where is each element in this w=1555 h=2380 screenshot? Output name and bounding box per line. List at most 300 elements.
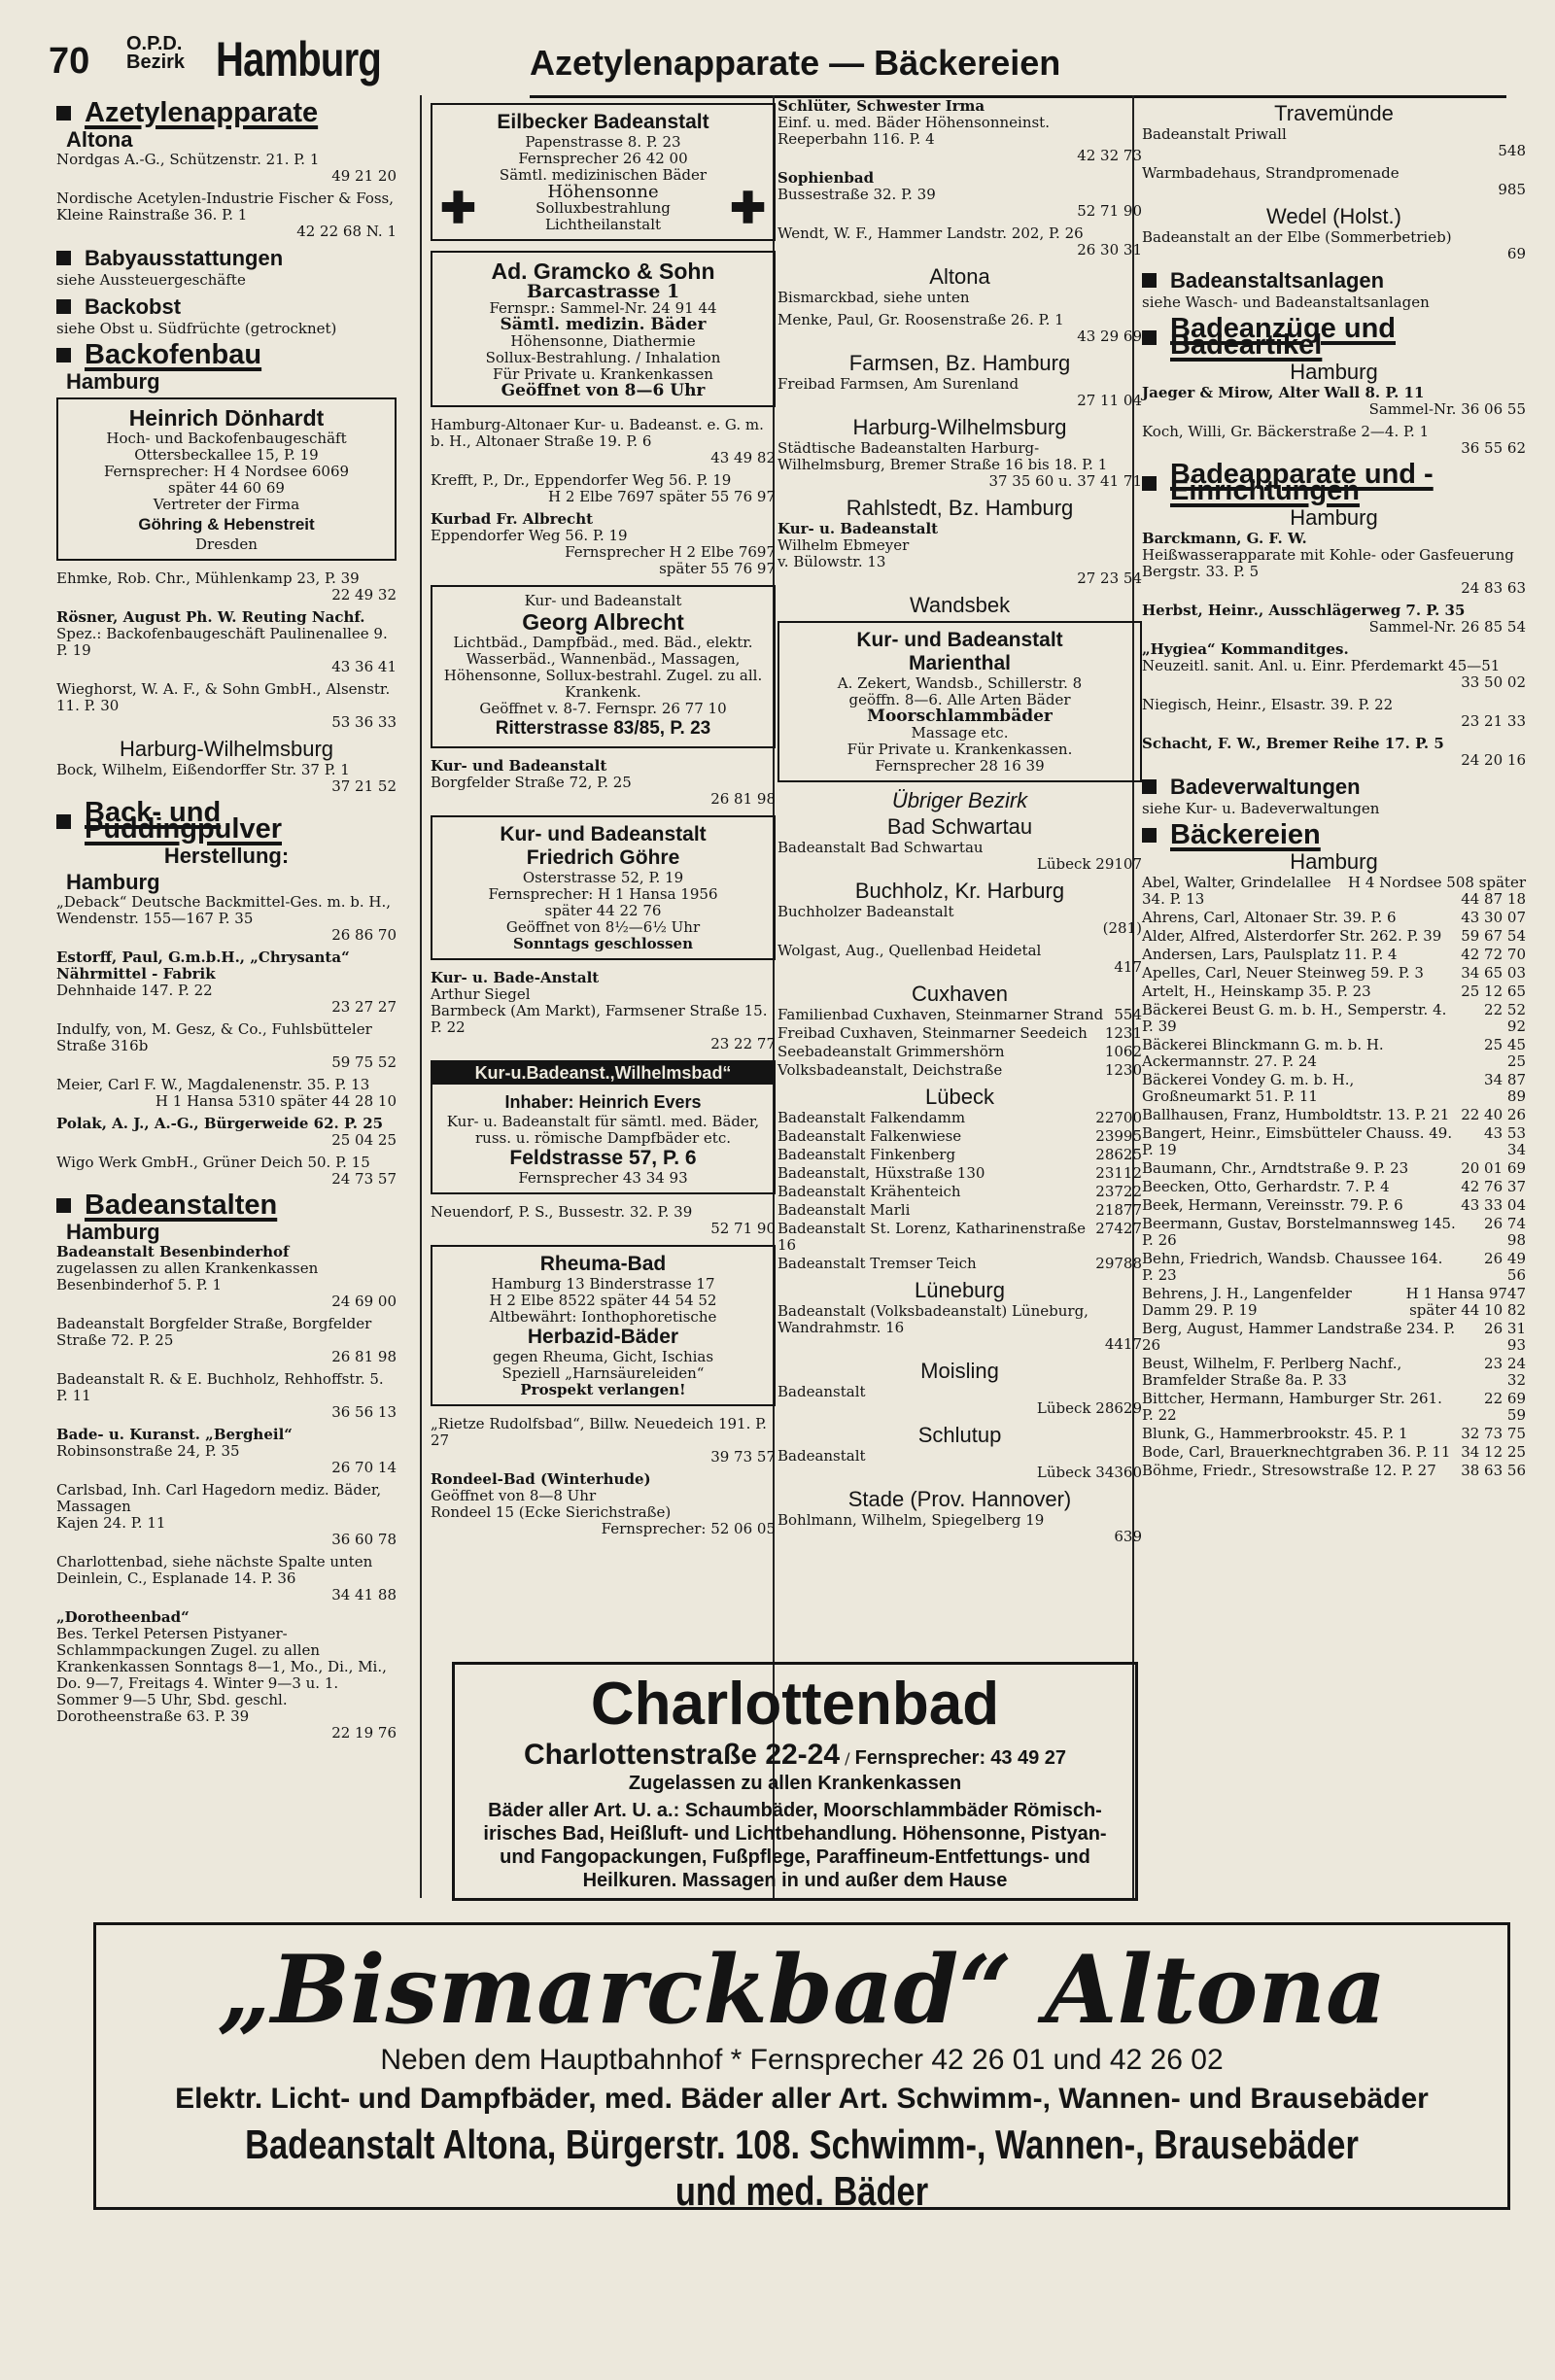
section-title: Bäckereien	[1170, 819, 1321, 850]
list-item	[1142, 424, 1526, 457]
entry-text: Bangert, Heinr., Eimsbütteler Chauss. 49. P. 19	[1142, 1124, 1453, 1158]
advert-line: Fernspr.: Sammel-Nr. 24 91 44	[489, 299, 717, 317]
advert-line: später 44 60 69	[168, 479, 285, 497]
section-heading	[56, 797, 397, 845]
entry-text: Reeperbahn 116. P. 4	[778, 130, 935, 148]
entry-phone: 52 71 90	[710, 1220, 776, 1237]
entry-phone: 28625	[1095, 1146, 1142, 1163]
entry-name: Rösner, August Ph. W. Reuting Nachf.	[56, 608, 365, 626]
entry-text: Abel, Walter, Grindelallee 34. P. 13	[1142, 874, 1331, 908]
section-title: Badeanstaltsanlagen	[1170, 268, 1385, 293]
list-item	[778, 1128, 1142, 1145]
entry-phone: 4417	[1104, 1335, 1142, 1353]
list-item	[778, 1256, 1142, 1272]
entry-text: Wilhelm Ebmeyer	[778, 536, 910, 554]
entry-phone: 26 49 56	[1484, 1250, 1526, 1284]
list-item	[1142, 165, 1526, 198]
subheading: Buchholz, Kr. Harburg	[854, 879, 1065, 903]
entry-phone: 29788	[1095, 1255, 1142, 1272]
advert-line: Hamburg 13 Binderstrasse 17	[491, 1275, 715, 1293]
list-item	[778, 1512, 1142, 1545]
advert-title: Inhaber: Heinrich Evers	[504, 1092, 702, 1112]
advert-line: Fernsprecher: H 1 Hansa 1956	[488, 885, 718, 903]
entry-text: Badeanstalt Priwall	[1142, 125, 1287, 143]
entry-phone: 43 36 41	[331, 658, 397, 675]
section-heading	[56, 339, 397, 370]
entry-phone: 1062	[1104, 1043, 1142, 1060]
advert-line: Speziell „Harnsäureleiden“	[501, 1364, 705, 1382]
list-item	[56, 949, 397, 1016]
entry-phone: 22 19 76	[331, 1724, 397, 1742]
entry-phone: 22 69 59	[1484, 1390, 1526, 1424]
advert-lines	[536, 184, 671, 233]
advert-title: Friedrich Göhre	[526, 846, 680, 869]
advert-line: Geöffnet von 8½—6½ Uhr	[505, 918, 701, 936]
advert-line: Sollux-Bestrahlung. / Inhalation	[485, 349, 721, 366]
entry-text: Badeanstalt Falkenwiese	[778, 1127, 962, 1145]
entry-text: Badeanstalt an der Elbe (Sommerbetrieb)	[1142, 228, 1452, 246]
list-item	[1142, 641, 1526, 691]
list-item	[1142, 385, 1526, 418]
entry-text: Neuendorf, P. S., Bussestr. 32. P. 39	[431, 1203, 693, 1221]
entry-text: Carlsbad, Inh. Carl Hagedorn mediz. Bäder, Massagen	[56, 1481, 382, 1515]
section-heading	[1142, 268, 1526, 293]
list-item	[56, 1021, 397, 1071]
list-item	[778, 521, 1142, 587]
entry-phone: 43 29 69	[1077, 328, 1142, 345]
entry-phone: 43 30 07	[1461, 909, 1526, 926]
advert-line: Für Private u. Krankenkassen	[493, 365, 713, 383]
entry-phone: 26 30 31	[1077, 241, 1142, 259]
entry-text: Wigo Werk GmbH., Grüner Deich 50. P. 15	[56, 1154, 370, 1171]
entry-text: Bohlmann, Wilhelm, Spiegelberg 19	[778, 1511, 1045, 1529]
column-1	[56, 95, 397, 1747]
advert-title: Ad. Gramcko & Sohn	[491, 259, 715, 284]
entry-text: Alder, Alfred, Alsterdorfer Str. 262. P. 39	[1142, 927, 1442, 945]
entry-phone: 22 52 92	[1484, 1001, 1526, 1035]
subheading: Farmsen, Bz. Hamburg	[848, 351, 1071, 375]
subheading: Cuxhaven	[911, 982, 1009, 1006]
list-item	[56, 1155, 397, 1188]
entry-phone: 34 41 88	[331, 1586, 397, 1604]
list-item	[56, 894, 397, 944]
bullet-square-icon	[1142, 828, 1157, 843]
advert-title: Marienthal	[908, 652, 1012, 674]
entry-text: Blunk, G., Hammerbrookstr. 45. P. 1	[1142, 1425, 1408, 1442]
list-item	[778, 312, 1142, 345]
charlottenbad-advert	[452, 1662, 1138, 1901]
list-item	[778, 1384, 1142, 1417]
advert-line: Barcastrasse 1	[526, 281, 680, 302]
entry-phone: 53 36 33	[331, 713, 397, 731]
entry-text: Städtische Badeanstalten Harburg-Wilhelmsburg, Bremer Straße 16 bis 18. P. 1	[778, 439, 1108, 473]
subheading: Hamburg	[66, 1220, 160, 1244]
list-item	[1142, 928, 1526, 945]
entry-phone: 43 53 34	[1484, 1124, 1526, 1158]
entry-phone: Fernsprecher H 2 Elbe 7697	[565, 543, 776, 561]
entry-text: Bergstr. 33. P. 5	[1142, 563, 1260, 580]
entry-text: Heißwasserapparate mit Kohle- oder Gasfeuerung	[1142, 546, 1514, 564]
entry-phone: H 1 Hansa 5310 später 44 28 10	[155, 1092, 397, 1110]
advert-line: Höhensonne	[547, 182, 659, 202]
entry-phone: 49 21 20	[331, 167, 397, 185]
entry-text: Wolgast, Aug., Quellenbad Heidetal	[778, 942, 1042, 959]
list-item	[1142, 1216, 1526, 1249]
entry-phone: 59 67 54	[1461, 927, 1526, 945]
entry-phone: 25 12 65	[1461, 983, 1526, 1000]
entry-name: Schacht, F. W., Bremer Reihe 17. P. 5	[1142, 735, 1444, 752]
entry-text: Böhme, Friedr., Stresowstraße 12. P. 27	[1142, 1462, 1436, 1479]
advert-line: Badeanstalt Altona, Bürgerstr. 108. Schwimm-, Wannen-, Brausebäder und med. Bäder	[245, 2121, 1359, 2214]
subheading: Lübeck	[925, 1085, 994, 1109]
advert-box	[431, 103, 776, 241]
entry-text: Volksbadeanstalt, Deichstraße	[778, 1061, 1003, 1079]
entry-text: Borgfelder Straße 72, P. 25	[431, 774, 632, 791]
entry-phone: 22 49 32	[331, 586, 397, 604]
entry-text: Koch, Willi, Gr. Bäckerstraße 2—4. P. 1	[1142, 423, 1430, 440]
list-item	[1142, 1160, 1526, 1177]
list-item	[778, 376, 1142, 409]
advert-banner: Kur-u.Badeanst.,Wilhelmsbad“	[432, 1062, 774, 1085]
list-item	[431, 1204, 776, 1237]
entry-phone: 417	[1114, 958, 1142, 976]
list-item	[778, 225, 1142, 259]
advert-line: H 2 Elbe 8522 später 44 54 52	[489, 1292, 717, 1309]
entry-text: Beermann, Gustav, Borstelmannsweg 145. P. 26	[1142, 1215, 1456, 1249]
advert-line: Feldstrasse 57, P. 6	[509, 1147, 697, 1169]
entry-phone: 20 01 69	[1461, 1159, 1526, 1177]
entry-text: Bismarckbad, siehe unten	[778, 289, 970, 306]
entry-text: Bäckerei Beust G. m. b. H., Semperstr. 4. P. 39	[1142, 1001, 1447, 1035]
list-item	[431, 1416, 776, 1466]
bullet-square-icon	[56, 348, 71, 362]
section-title: Back- und Puddingpulver	[85, 797, 282, 845]
entry-text: Deinlein, C., Esplanade 14. P. 36	[56, 1569, 296, 1587]
list-item	[431, 970, 776, 1052]
entry-phone: 22 40 26	[1461, 1106, 1526, 1123]
advert-line: Fernsprecher: H 4 Nordsee 6069	[103, 463, 350, 480]
list-item	[778, 1025, 1142, 1042]
entry-text: Seebadeanstalt Grimmershörn	[778, 1043, 1005, 1060]
entry-phone: 27427	[1095, 1220, 1142, 1237]
advert-line: Fernsprecher 28 16 39	[875, 757, 1045, 775]
entry-text: Beek, Hermann, Vereinsstr. 79. P. 6	[1142, 1196, 1403, 1214]
section-heading	[1142, 775, 1526, 799]
baeckereien-list	[1142, 875, 1526, 1479]
entry-text: Charlottenbad, siehe nächste Spalte unten	[56, 1553, 373, 1570]
column-2	[431, 95, 776, 1543]
entry-text: siehe Aussteuergeschäfte	[56, 271, 246, 289]
list-item	[1142, 1426, 1526, 1442]
entry-phone: 43 33 04	[1461, 1196, 1526, 1214]
list-item	[778, 1110, 1142, 1126]
advert-box	[431, 251, 776, 407]
entry-text: Beecken, Otto, Gerhardstr. 7. P. 4	[1142, 1178, 1390, 1195]
list-item	[778, 440, 1142, 490]
advert-box	[431, 585, 776, 748]
opd-bezirk	[126, 35, 185, 72]
advert-address-row: Charlottenstraße 22-24 / Fernsprecher: 43 49 27	[523, 1739, 1067, 1771]
bullet-square-icon	[1142, 476, 1157, 491]
cuxhaven-list	[778, 1007, 1142, 1079]
subheading: Moisling	[920, 1359, 999, 1383]
list-item	[1142, 1251, 1526, 1284]
section-title: Babyausstattungen	[85, 246, 284, 270]
entry-name: „Dorotheenbad“	[56, 1608, 190, 1626]
entry-text: Andersen, Lars, Paulsplatz 11. P. 4	[1142, 946, 1398, 963]
entry-phone: 1230	[1104, 1061, 1142, 1079]
entry-text: Meier, Carl F. W., Magdalenenstr. 35. P. 13	[56, 1076, 370, 1093]
advert-line: Lichtbäd., Dampfbäd., med. Bäd., elektr. Wasserbäd., Wannenbäd., Massagen, Höhensonne, Sollux-bestrahl. Zugel. zu all. Krankenk.	[443, 634, 763, 701]
section-heading	[56, 294, 397, 319]
section-title: Backofenbau	[85, 339, 262, 370]
list-item	[56, 152, 397, 185]
section-title: Badeanzüge und Badeartikel	[1170, 313, 1397, 361]
list-item	[1142, 697, 1526, 730]
advert-line: Sämtl. medizin. Bäder	[500, 315, 707, 334]
entry-text: siehe Obst u. Südfrüchte (getrocknet)	[56, 320, 337, 337]
bullet-square-icon	[1142, 779, 1157, 794]
entry-phone: 36 60 78	[331, 1531, 397, 1548]
advert-line: Bäder aller Art. U. a.: Schaumbäder, Moorschlammbäder Römisch-irisches Bad, Heißluft- und Lichtbehandlung. Höhensonne, Pistyan- und Fangopackungen, Fußpflege, Paraffineum-Entfettungs- und Heilkuren. Massagen in und außer dem Hause	[483, 1800, 1107, 1891]
section-title: Badeapparate und -Einrichtungen	[1170, 459, 1434, 506]
list-item	[56, 762, 397, 795]
entry-phone: 24 73 57	[331, 1170, 397, 1188]
column-3	[778, 95, 1142, 1551]
entry-phone: Sammel-Nr. 36 06 55	[1368, 400, 1526, 418]
entry-phone: Lübeck 28629	[1036, 1399, 1142, 1417]
entry-text: Menke, Paul, Gr. Roosenstraße 26. P. 1	[778, 311, 1064, 328]
entry-phone: 37 21 52	[331, 777, 397, 795]
entry-text: Niegisch, Heinr., Elsastr. 39. P. 22	[1142, 696, 1394, 713]
advert-line: Dresden	[195, 535, 258, 553]
entry-text: Einf. u. med. Bäder Höhensonneinst.	[778, 114, 1050, 131]
entry-text: Eppendorfer Weg 56. P. 19	[431, 527, 628, 544]
section-heading	[56, 246, 397, 270]
page-title: Azetylenapparate — Bäckereien	[530, 43, 1061, 83]
entry-phone: 1231	[1104, 1024, 1142, 1042]
entry-phone: 34 12 25	[1461, 1443, 1526, 1461]
entry-phone: 27 23 54	[1077, 569, 1142, 587]
list-item	[56, 1077, 397, 1110]
entry-phone: 42 32 73	[1077, 147, 1142, 164]
city-title: Hamburg	[216, 32, 381, 86]
list-item	[1142, 910, 1526, 926]
advert-box	[56, 397, 397, 561]
list-item	[778, 1062, 1142, 1079]
entry-text: Hamburg-Altonaer Kur- u. Badeanst. e. G. m. b. H., Altonaer Straße 19. P. 6	[431, 416, 764, 450]
subheading: Harburg-Wilhelmsburg	[119, 737, 334, 761]
entry-text: Beust, Wilhelm, F. Perlberg Nachf., Bramfelder Straße 8a. P. 33	[1142, 1355, 1402, 1389]
list-item	[1142, 875, 1526, 908]
entry-text: Bäckerei Blinckmann G. m. b. H. Ackermannstr. 27. P. 24	[1142, 1036, 1384, 1070]
advert-line: Lichtheilanstalt	[544, 216, 662, 233]
entry-phone: 26 81 98	[331, 1348, 397, 1365]
section-title: Badeanstalten	[85, 1190, 278, 1221]
advert-line: Ritterstrasse 83/85, P. 23	[495, 718, 711, 739]
section-title: Backobst	[85, 294, 182, 319]
entry-text: Buchholzer Badeanstalt	[778, 903, 954, 920]
advert-line: Sonntags geschlossen	[512, 935, 693, 952]
entry-text: Bäckerei Vondey G. m. b. H., Großneumarkt 51. P. 11	[1142, 1071, 1355, 1105]
entry-name: Jaeger & Mirow, Alter Wall 8. P. 11	[1142, 384, 1425, 401]
entry-text: Badeanstalt Falkendamm	[778, 1109, 966, 1126]
entry-phone: 21877	[1095, 1201, 1142, 1219]
bullet-square-icon	[1142, 273, 1157, 288]
entry-phone: 24 20 16	[1461, 751, 1526, 769]
section-heading	[1142, 459, 1526, 506]
entry-text: Behrens, J. H., Langenfelder Damm 29. P. 19	[1142, 1285, 1352, 1319]
entry-name: Rondeel-Bad (Winterhude)	[431, 1470, 651, 1488]
entry-phone: 36 56 13	[331, 1403, 397, 1421]
entry-phone: 43 49 82	[710, 449, 776, 466]
red-cross-icon: ✚	[440, 184, 476, 232]
list-item	[778, 904, 1142, 937]
subheading: Hamburg	[1290, 360, 1378, 384]
advert-line: Göhring & Hebenstreit	[138, 515, 315, 534]
advert-line: Vertreter der Firma	[153, 496, 300, 513]
advert-line: Kur- u. Badeanstalt für sämtl. med. Bäder, russ. u. römische Dampfbäder etc.	[446, 1113, 760, 1147]
bullet-square-icon	[1142, 330, 1157, 345]
entry-text: Bode, Carl, Brauerknechtgraben 36. P. 11	[1142, 1443, 1451, 1461]
section-heading	[56, 97, 397, 128]
advert-line: geöffn. 8—6. Alle Arten Bäder	[848, 691, 1071, 708]
list-item	[778, 1221, 1142, 1254]
entry-phone: 39 73 57	[710, 1448, 776, 1466]
entry-phone: 23 24 32	[1484, 1355, 1526, 1389]
entry-text: Badeanstalt Marli	[778, 1201, 911, 1219]
advert-phone-label: Fernsprecher:	[854, 1747, 986, 1769]
advert-line: Solluxbestrahlung	[536, 199, 671, 217]
entry-phone: 59 75 52	[331, 1053, 397, 1071]
entry-phone: 38 63 56	[1461, 1462, 1526, 1479]
entry-phone: 26 81 98	[710, 790, 776, 808]
entry-phone: 23 22 77	[710, 1035, 776, 1052]
advert-line: Geöffnet von 8—6 Uhr	[501, 381, 706, 400]
entry-phone: 23 27 27	[331, 998, 397, 1016]
entry-text: Rondeel 15 (Ecke Sierichstraße)	[431, 1503, 672, 1521]
section-title: Badeverwaltungen	[1170, 775, 1361, 799]
entry-text: „Deback“ Deutsche Backmittel-Ges. m. b. H., Wendenstr. 155—167 P. 35	[56, 893, 392, 927]
advert-box	[431, 815, 776, 960]
subheading: Altona	[66, 127, 133, 152]
list-item	[431, 472, 776, 505]
entry-text: Nordische Acetylen-Industrie Fischer & Foss, Kleine Rainstraße 36. P. 1	[56, 190, 395, 224]
section-heading	[56, 1190, 397, 1221]
entry-phone: 42 22 68 N. 1	[296, 223, 397, 240]
list-item	[56, 1116, 397, 1149]
entry-name: „Hygiea“ Kommanditges.	[1142, 640, 1349, 658]
entry-text: Nordgas A.-G., Schützenstr. 21. P. 1	[56, 151, 320, 168]
bullet-square-icon	[56, 251, 71, 265]
entry-phone: 42 76 37	[1461, 1178, 1526, 1195]
entry-text: Behn, Friedrich, Wandsb. Chaussee 164. P. 23	[1142, 1250, 1443, 1284]
entry-text: Berg, August, Hammer Landstraße 234. P. 26	[1142, 1320, 1456, 1354]
entry-phone: 25 45 25	[1484, 1036, 1526, 1070]
list-item	[431, 417, 776, 466]
entry-text: Badeanstalt	[778, 1383, 866, 1400]
entry-phone: 548	[1498, 142, 1526, 159]
list-item	[56, 1427, 397, 1476]
list-item	[1142, 983, 1526, 1000]
column-4	[1142, 95, 1526, 1481]
entry-phone: 26 74 98	[1484, 1215, 1526, 1249]
entry-phone: 985	[1498, 181, 1526, 198]
list-item	[56, 1482, 397, 1548]
column-divider	[420, 95, 422, 1898]
entry-name: Herbst, Heinr., Ausschlägerweg 7. P. 35	[1142, 602, 1466, 619]
entry-text: Badeanstalt R. & E. Buchholz, Rehhoffstr. 5. P. 11	[56, 1370, 384, 1404]
list-item	[778, 1007, 1142, 1023]
section-title: Azetylenapparate	[85, 97, 319, 128]
entry-phone: 23 21 33	[1461, 712, 1526, 730]
page-header	[49, 21, 1506, 89]
subheading: Stade (Prov. Hannover)	[847, 1487, 1072, 1511]
list-item	[56, 1609, 397, 1742]
entry-text: zugelassen zu allen Krankenkassen Besenbinderhof 5. P. 1	[56, 1259, 319, 1293]
advert-line: Prospekt verlangen!	[520, 1381, 686, 1398]
list-item	[1142, 1286, 1526, 1319]
entry-text: Neuzeitl. sanit. Anl. u. Einr. Pferdemarkt 45—51	[1142, 657, 1501, 674]
entry-phone: 69	[1506, 245, 1526, 262]
subheading: Hamburg	[1290, 505, 1378, 530]
entry-phone: 23995	[1095, 1127, 1142, 1145]
advert-title: Rheuma-Bad	[539, 1253, 667, 1275]
list-item	[778, 1165, 1142, 1182]
list-item	[56, 1316, 397, 1365]
list-item	[431, 511, 776, 577]
entry-phone: 23112	[1095, 1164, 1142, 1182]
advert-line: A. Zekert, Wandsb., Schillerstr. 8	[837, 674, 1083, 692]
list-item	[778, 1448, 1142, 1481]
list-item	[778, 98, 1142, 164]
list-item	[778, 170, 1142, 220]
advert-title: Kur- und Badeanstalt	[500, 823, 707, 845]
advert-title: Charlottenbad	[590, 1671, 1000, 1738]
entry-text: Ballhausen, Franz, Humboldtstr. 13. P. 21	[1142, 1106, 1450, 1123]
entry-text: Badeanstalt Finkenberg	[778, 1146, 956, 1163]
entry-text: Wieghorst, W. A. F., & Sohn GmbH., Alsenstr. 11. P. 30	[56, 680, 391, 714]
list-item	[1142, 1391, 1526, 1424]
list-item	[56, 570, 397, 604]
list-item	[1142, 1197, 1526, 1214]
bismarckbad-advert	[93, 1922, 1510, 2214]
entry-name: Schlüter, Schwester Irma	[778, 97, 985, 115]
advert-title: Kur- und Badeanstalt	[856, 629, 1063, 651]
entry-text: Freibad Cuxhaven, Steinmarner Seedeich	[778, 1024, 1088, 1042]
entry-text: v. Bülowstr. 13	[778, 553, 886, 570]
subheading: Bad Schwartau	[886, 814, 1033, 839]
entry-phone: 32 73 75	[1461, 1425, 1526, 1442]
entry-text: Badeanstalt Borgfelder Straße, Borgfelder Straße 72. P. 25	[56, 1315, 372, 1349]
entry-text: Warmbadehaus, Strandpromenade	[1142, 164, 1400, 182]
advert-box	[431, 1060, 776, 1194]
advert-phone: 43 49 27	[990, 1747, 1067, 1769]
advert-line: Zugelassen zu allen Krankenkassen	[628, 1773, 962, 1794]
opd-label: O.P.D.	[126, 33, 183, 54]
page-number: 70	[49, 41, 90, 82]
advert-title: Georg Albrecht	[522, 609, 684, 635]
entry-text: Ahrens, Carl, Altonaer Str. 39. P. 6	[1142, 909, 1397, 926]
entry-name: Kur- u. Badeanstalt	[778, 520, 939, 537]
entry-text: Arthur Siegel	[431, 985, 531, 1003]
entry-text: Indulfy, von, M. Gesz, & Co., Fuhlsbütteler Straße 316b	[56, 1020, 372, 1054]
subheading: Hamburg	[66, 870, 160, 894]
entry-phone: Fernsprecher: 52 06 05	[601, 1520, 776, 1537]
advert-line: gegen Rheuma, Gicht, Ischias	[492, 1348, 714, 1365]
entry-text: Badeanstalt, Hüxstraße 130	[778, 1164, 985, 1182]
advert-line: Geöffnet v. 8-7. Fernspr. 26 77 10	[479, 700, 727, 717]
